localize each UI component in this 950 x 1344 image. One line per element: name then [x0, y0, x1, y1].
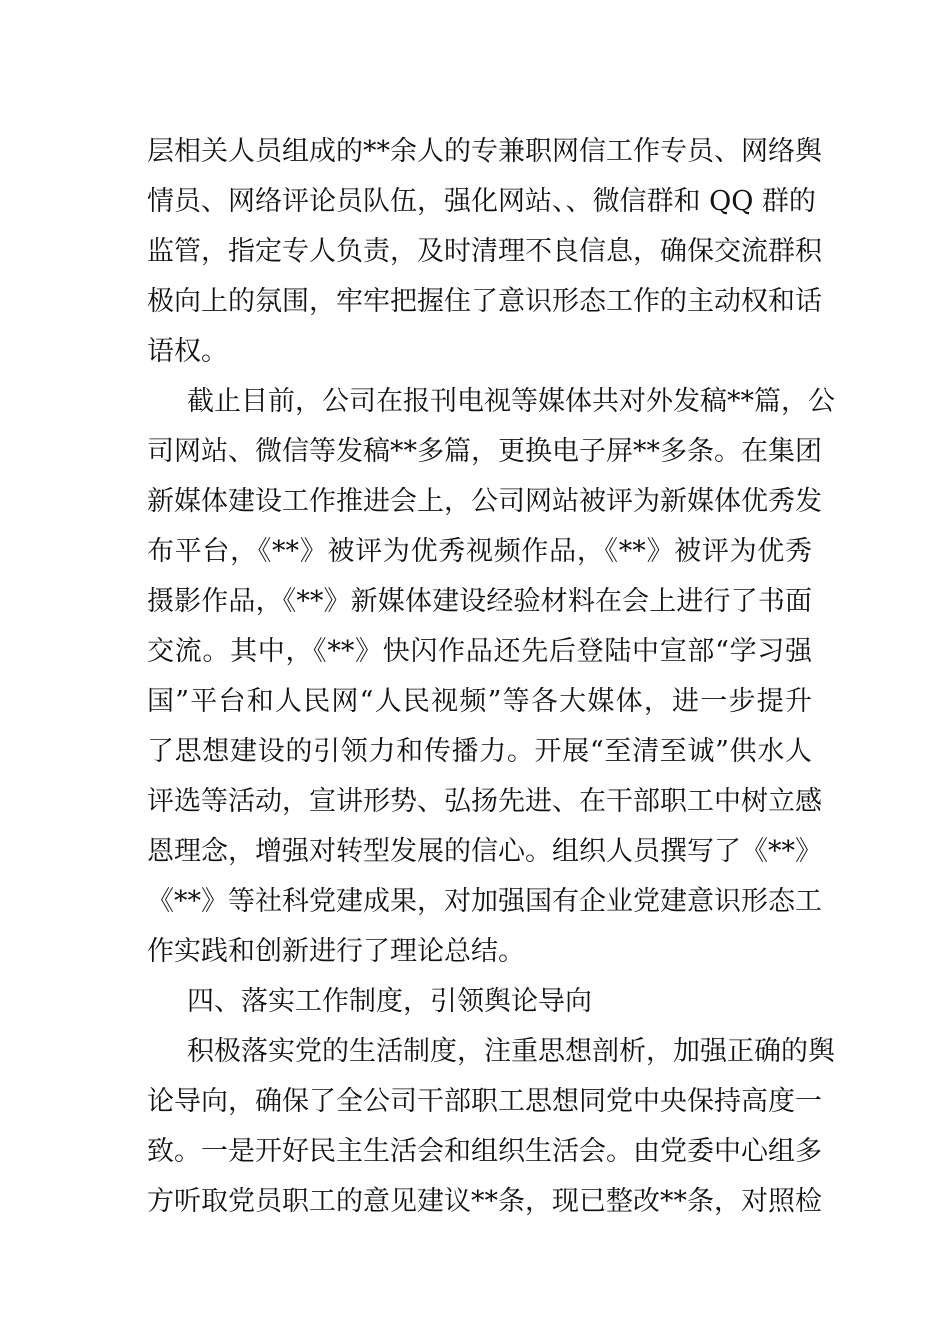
paragraph-2-line-12: 作实践和创新进行了理论总结。	[147, 936, 525, 967]
paragraph-2-line-3: 新媒体建设工作推进会上，公司网站被评为新媒体优秀发	[147, 486, 822, 517]
paragraph-1-line-3: 监管，指定专人负责，及时清理不良信息，确保交流群积	[147, 236, 822, 267]
paragraph-3-line-3: 致。一是开好民主生活会和组织生活会。由党委中心组多	[147, 1136, 822, 1167]
paragraph-2-line-9: 评选等活动，宣讲形势、弘扬先进、在干部职工中树立感	[147, 786, 822, 817]
paragraph-1-line-4: 极向上的氛围，牢牢把握住了意识形态工作的主动权和话	[147, 286, 822, 317]
paragraph-2-line-11: 《**》等社科党建成果，对加强国有企业党建意识形态工	[147, 886, 822, 917]
paragraph-2-line-5: 摄影作品，《**》新媒体建设经验材料在会上进行了书面	[147, 586, 812, 617]
paragraph-3-line-1: 积极落实党的生活制度，注重思想剖析，加强正确的舆	[187, 1036, 835, 1067]
paragraph-2-line-6: 交流。其中，《**》快闪作品还先后登陆中宣部“学习强	[147, 636, 812, 667]
paragraph-2-line-1: 截止目前，公司在报刊电视等媒体共对外发稿**篇，公	[187, 386, 835, 417]
document-body	[147, 127, 835, 1227]
paragraph-1-line-5: 语权。	[147, 336, 228, 367]
paragraph-1-line-2: 情员、网络评论员队伍，强化网站、、微信群和 QQ 群的	[147, 186, 816, 217]
section-heading-4: 四、落实工作制度，引领舆论导向	[187, 986, 592, 1017]
paragraph-3-line-2: 论导向，确保了全公司干部职工思想同党中央保持高度一	[147, 1086, 822, 1117]
paragraph-2-line-10: 恩理念，增强对转型发展的信心。组织人员撰写了《**》	[147, 836, 822, 867]
paragraph-2-line-4: 布平台，《**》被评为优秀视频作品，《**》被评为优秀	[147, 536, 812, 567]
paragraph-2-line-8: 了思想建设的引领力和传播力。开展“至清至诚”供水人	[147, 736, 812, 767]
paragraph-3-line-4: 方听取党员职工的意见建议**条，现已整改**条，对照检	[147, 1186, 822, 1217]
paragraph-1-line-1: 层相关人员组成的**余人的专兼职网信工作专员、网络舆	[147, 136, 822, 167]
paragraph-2-line-7: 国”平台和人民网“人民视频”等各大媒体，进一步提升	[147, 686, 812, 717]
paragraph-2-line-2: 司网站、微信等发稿**多篇，更换电子屏**多条。在集团	[147, 436, 822, 467]
